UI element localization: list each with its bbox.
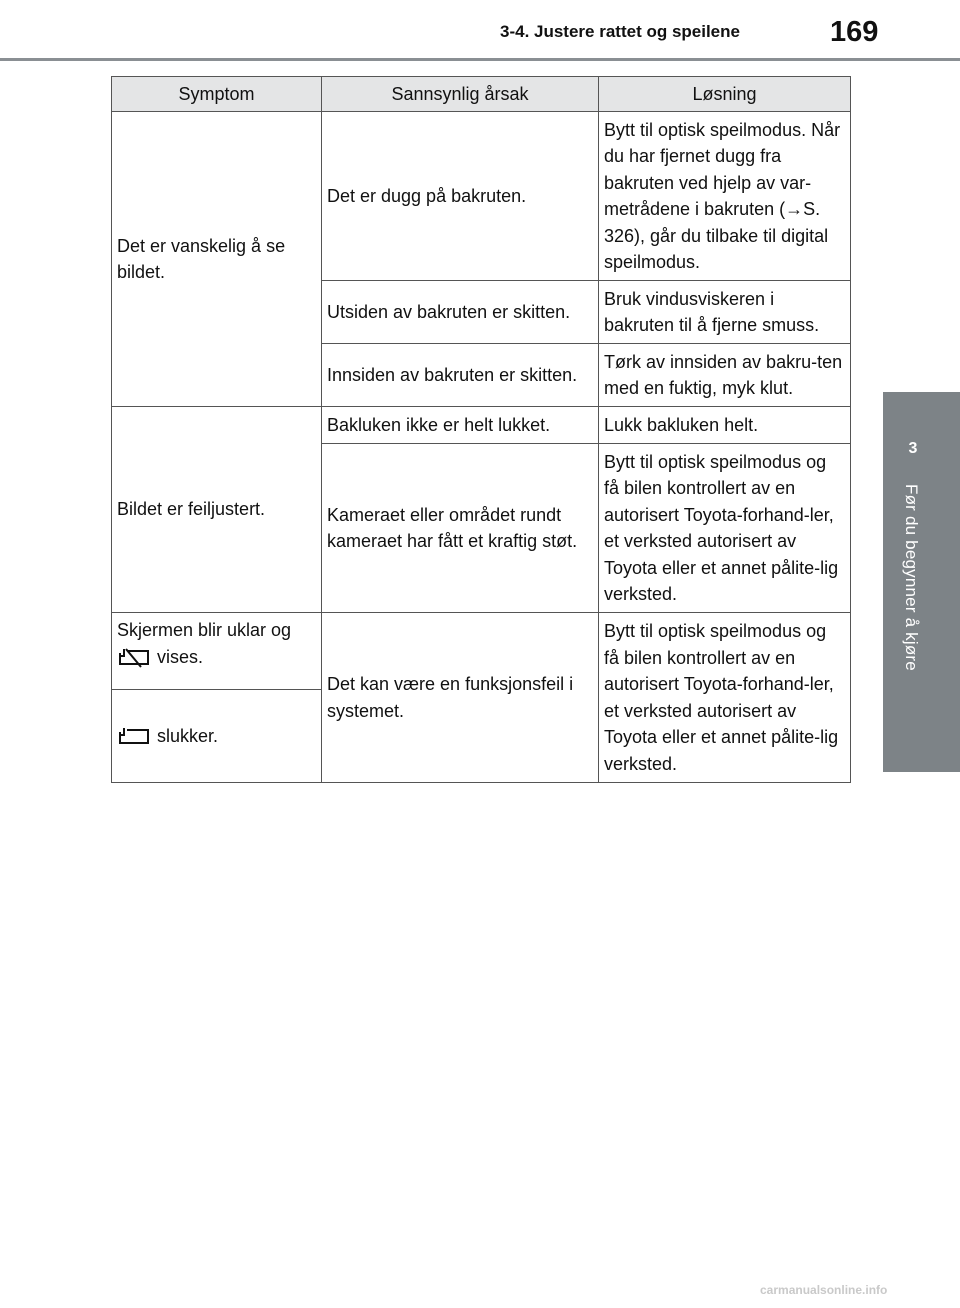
table-row xyxy=(112,613,851,690)
solution-cell: Bytt til optisk speilmodus og få bilen kontrollert av en autorisert Toyota-forhand-ler, et verksted autorisert av Toyota eller et annet pålite-lig verksted. xyxy=(599,613,851,783)
page-header xyxy=(0,0,960,60)
mirror-icon xyxy=(117,726,151,748)
table-header-row xyxy=(112,77,851,112)
cause-cell: Utsiden av bakruten er skitten. xyxy=(322,281,599,344)
chapter-title: Før du begynner å kjøre xyxy=(902,484,921,671)
chapter-number: 3 xyxy=(908,440,918,457)
symptom-icon-label: slukker. xyxy=(157,725,219,746)
symptom-text: Skjermen blir uklar og xyxy=(117,620,292,640)
symptom-icon-line xyxy=(117,644,316,671)
mirror-off-icon xyxy=(117,647,151,669)
header-divider xyxy=(0,58,960,61)
page-number: 169 xyxy=(830,16,879,48)
cause-cell: Det er dugg på bakruten. xyxy=(322,112,599,281)
solution-cell: Tørk av innsiden av bakru-ten med en fuktig, myk klut. xyxy=(599,344,851,407)
cause-cell: Det kan være en funksjonsfeil i systemet. xyxy=(322,613,599,783)
symptom-icon-label: vises. xyxy=(157,646,204,667)
table-row xyxy=(112,407,851,444)
solution-cell: Bytt til optisk speilmodus og få bilen kontrollert av en autorisert Toyota-forhand-ler, et verksted autorisert av Toyota eller et annet pålite-lig verksted. xyxy=(599,444,851,613)
column-header-solution: Løsning xyxy=(599,77,851,112)
section-title: 3-4. Justere rattet og speilene xyxy=(500,22,740,41)
solution-cell: Bruk vindusviskeren i bakruten til å fjerne smuss. xyxy=(599,281,851,344)
symptom-cell xyxy=(112,690,322,783)
column-header-symptom: Symptom xyxy=(112,77,322,112)
footer-watermark: carmanualsonline.info xyxy=(760,1283,888,1297)
cause-cell: Kameraet eller området rundt kameraet har fått et kraftig støt. xyxy=(322,444,599,613)
solution-cell: Bytt til optisk speilmodus. Når du har fjernet dugg fra bakruten ved hjelp av var-metrådene i bakruten (→S. 326), går du tilbake til digital speilmodus. xyxy=(599,112,851,281)
chapter-side-tab xyxy=(883,392,960,772)
troubleshooting-table xyxy=(111,76,851,783)
symptom-cell: Bildet er feiljustert. xyxy=(112,407,322,613)
symptom-cell: Det er vanskelig å se bildet. xyxy=(112,112,322,407)
symptom-cell xyxy=(112,613,322,690)
table-row xyxy=(112,112,851,281)
solution-cell: Lukk bakluken helt. xyxy=(599,407,851,444)
cause-cell: Bakluken ikke er helt lukket. xyxy=(322,407,599,444)
column-header-cause: Sannsynlig årsak xyxy=(322,77,599,112)
cause-cell: Innsiden av bakruten er skitten. xyxy=(322,344,599,407)
